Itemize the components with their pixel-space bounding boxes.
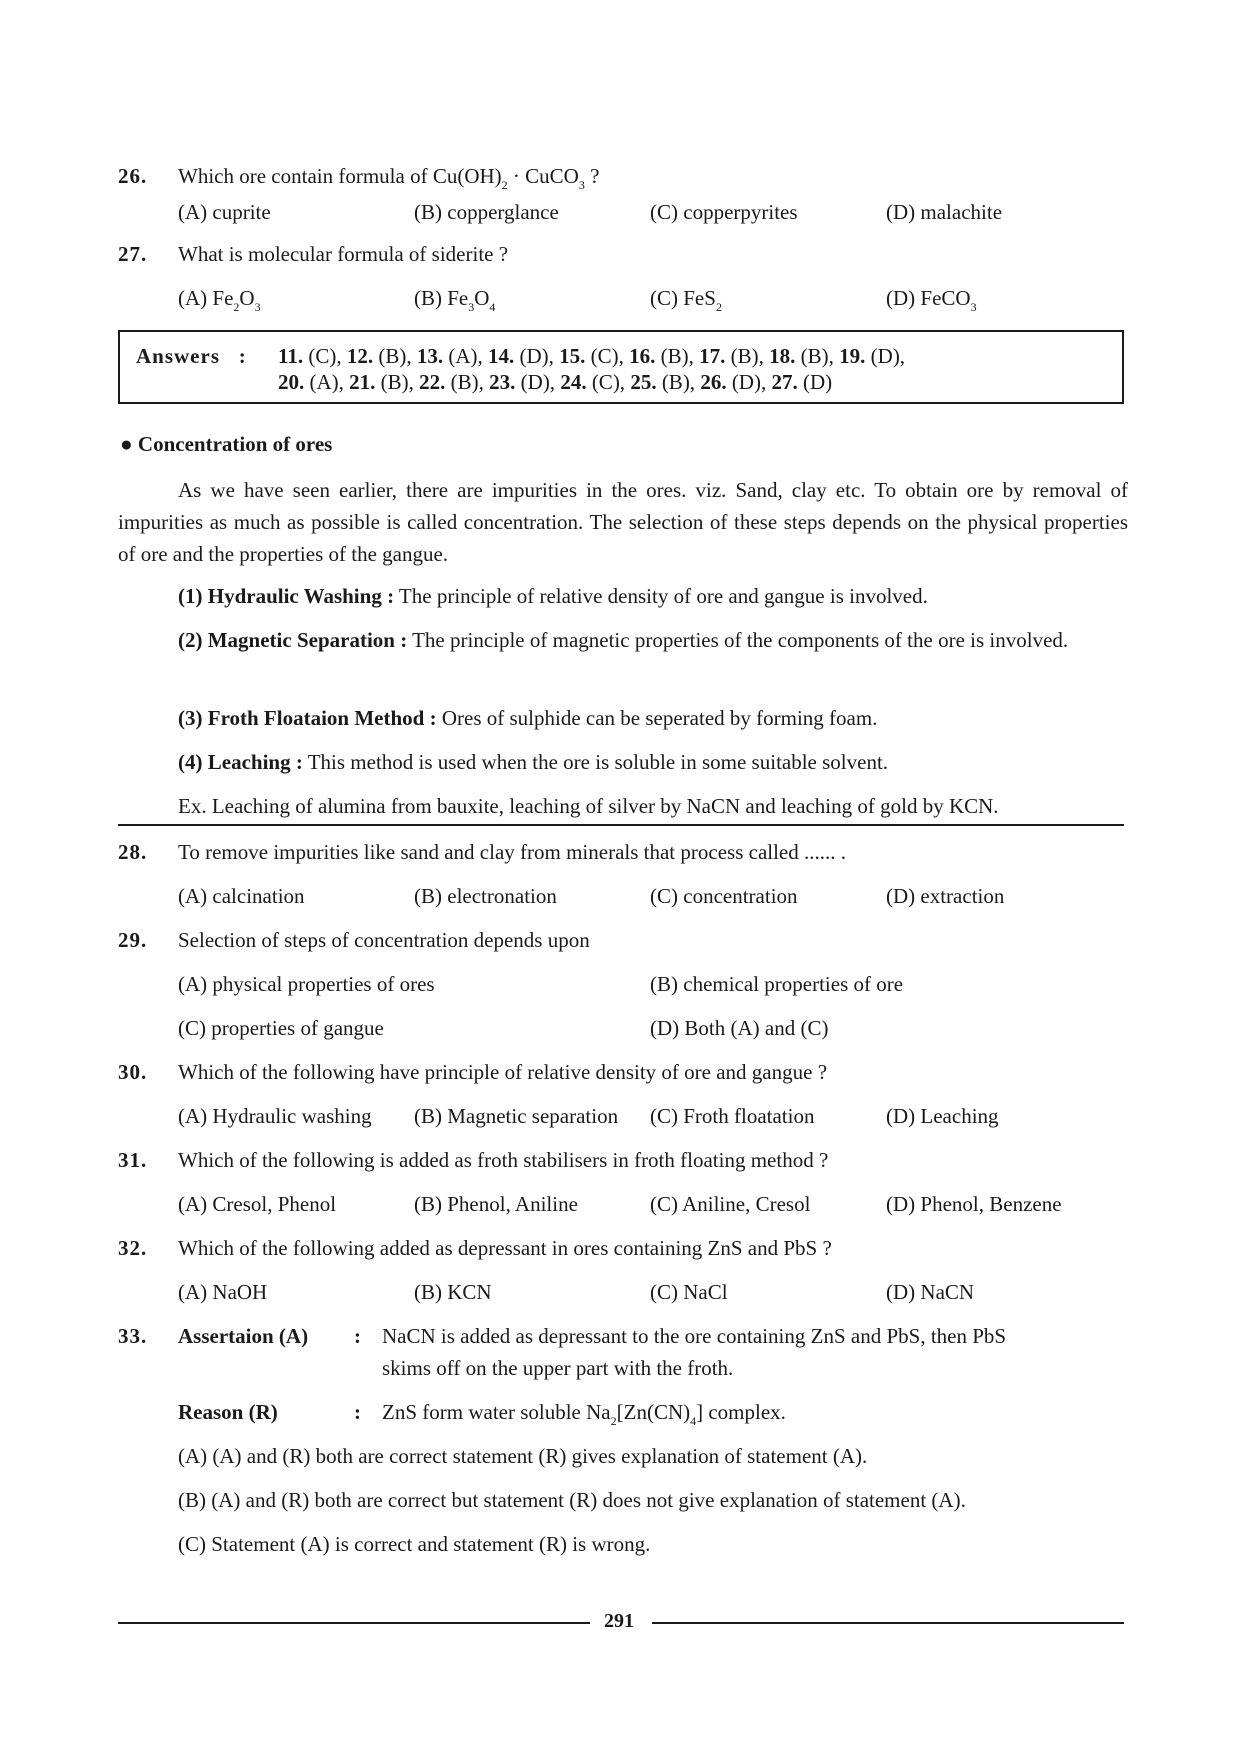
question-number: 26. (118, 164, 148, 188)
leaching-example: Ex. Leaching of alumina from bauxite, leaching of silver by NaCN and leaching of gold by KCN. (178, 794, 999, 818)
answer-qnum: 21. (349, 370, 376, 394)
option-c: (C) NaCl (650, 1280, 728, 1304)
answer-qnum: 18. (769, 344, 796, 368)
assertion-colon: : (354, 1324, 361, 1348)
answer-qnum: 17. (699, 344, 726, 368)
option-d: (D) NaCN (886, 1280, 975, 1304)
answer-choice: (B), (656, 370, 701, 394)
answer-choice: (B), (655, 344, 700, 368)
option-b: (B) (A) and (R) both are correct but statement (R) does not give explanation of statement (A). (178, 1488, 966, 1512)
answer-qnum: 22. (419, 370, 446, 394)
answer-qnum: 26. (700, 370, 727, 394)
option-b: (B) chemical properties of ore (650, 972, 904, 996)
footer-rule-left (118, 1622, 590, 1624)
section-heading: ● Concentration of ores (120, 432, 333, 456)
method-hydraulic: (1) Hydraulic Washing : The principle of relative density of ore and gangue is involved. (178, 584, 928, 608)
question-number: 29. (118, 928, 148, 952)
option-a: (A) NaOH (178, 1280, 268, 1304)
option-a: (A) cuprite (178, 200, 271, 224)
question-text: What is molecular formula of siderite ? (178, 242, 509, 266)
option-d: (D) FeCO$_3$ (886, 286, 977, 314)
answer-qnum: 25. (630, 370, 657, 394)
answer-choice: (C), (586, 370, 631, 394)
option-d: (D) malachite (886, 200, 1003, 224)
answer-choice: (A), (443, 344, 488, 368)
reason-text: ZnS form water soluble $Na_2[Zn(CN)_4]$ complex. (382, 1400, 786, 1428)
page-number: 291 (604, 1610, 634, 1632)
option-c: (C) concentration (650, 884, 798, 908)
answer-qnum: 15. (559, 344, 586, 368)
option-c: (C) FeS$_2$ (650, 286, 722, 314)
assertion-line-2: skims off on the upper part with the froth. (382, 1356, 734, 1380)
answer-choice: (D), (865, 344, 906, 368)
question-text: To remove impurities like sand and clay from minerals that process called ...... . (178, 840, 847, 864)
answer-choice: (D), (726, 370, 772, 394)
answer-choice: (B), (445, 370, 490, 394)
answer-qnum: 20. (278, 370, 305, 394)
option-b: (B) $Fe_3O_4$ (414, 286, 496, 314)
answer-qnum: 24. (560, 370, 587, 394)
option-a: (A) (A) and (R) both are correct statement (R) gives explanation of statement (A). (178, 1444, 868, 1468)
option-b: (B) Phenol, Aniline (414, 1192, 578, 1216)
question-text: Selection of steps of concentration depends upon (178, 928, 590, 952)
option-d: (D) Both (A) and (C) (650, 1016, 829, 1040)
answer-choice: (B), (373, 344, 417, 368)
option-c: (C) Statement (A) is correct and statement (R) is wrong. (178, 1532, 651, 1556)
answer-choice: (B), (725, 344, 770, 368)
answer-qnum: 27. (771, 370, 798, 394)
option-a: (A) $Fe_2O_3$ (178, 286, 261, 314)
option-c: (C) Froth floatation (650, 1104, 815, 1128)
answer-choice: (D) (797, 370, 833, 394)
assertion-line-1: NaCN is added as depressant to the ore containing ZnS and PbS, then PbS (382, 1324, 1007, 1348)
option-b: (B) electronation (414, 884, 557, 908)
answer-choice: (D), (514, 344, 560, 368)
footer-rule-right (652, 1622, 1124, 1624)
question-number: 31. (118, 1148, 148, 1172)
question-number: 32. (118, 1236, 148, 1260)
answer-qnum: 23. (489, 370, 516, 394)
method-magnetic: (2) Magnetic Separation : The principle of magnetic properties of the components of the ore is involved. (178, 628, 1069, 652)
option-a: (A) calcination (178, 884, 305, 908)
answer-choice: (C), (303, 344, 347, 368)
answer-qnum: 12. (346, 344, 374, 368)
question-text: Which of the following added as depressant in ores containing ZnS and PbS ? (178, 1236, 832, 1260)
option-d: (D) extraction (886, 884, 1005, 908)
question-number: 33. (118, 1324, 148, 1348)
answer-qnum: 11. (278, 344, 304, 368)
reason-label: Reason (R) (178, 1400, 278, 1424)
intro-paragraph: As we have seen earlier, there are impurities in the ores. viz. Sand, clay etc. To obtain ore by removal of impurities as much as possible is called concentration. The selection of these steps depends on the physical properties of ore and the properties of the gangue. (118, 478, 1128, 566)
option-c: (C) properties of gangue (178, 1016, 384, 1040)
question-text: Which of the following have principle of relative density of ore and gangue ? (178, 1060, 828, 1084)
question-text: Which ore contain formula of $Cu(OH)_2$ · CuCO$_3$ ? (178, 164, 600, 192)
option-a: (A) Cresol, Phenol (178, 1192, 337, 1216)
assertion-label: Assertaion (A) (178, 1324, 309, 1348)
question-text: Which of the following is added as froth stabilisers in froth floating method ? (178, 1148, 829, 1172)
option-b: (B) KCN (414, 1280, 492, 1304)
method-froth: (3) Froth Floataion Method : Ores of sulphide can be seperated by forming foam. (178, 706, 878, 730)
answer-choice: (D), (515, 370, 561, 394)
answers-line-2 (278, 370, 832, 395)
option-c: (C) copperpyrites (650, 200, 798, 224)
answer-qnum: 19. (839, 344, 866, 368)
option-d: (D) Phenol, Benzene (886, 1192, 1062, 1216)
question-number: 28. (118, 840, 148, 864)
answer-qnum: 16. (629, 344, 656, 368)
section-divider (118, 824, 1124, 826)
reason-colon: : (354, 1400, 361, 1424)
answer-choice: (B), (795, 344, 840, 368)
option-a: (A) Hydraulic washing (178, 1104, 372, 1128)
option-d: (D) Leaching (886, 1104, 999, 1128)
answer-choice: (A), (304, 370, 350, 394)
answer-choice: (C), (585, 344, 630, 368)
option-b: (B) Magnetic separation (414, 1104, 619, 1128)
answer-qnum: 14. (488, 344, 515, 368)
method-leaching: (4) Leaching : This method is used when the ore is soluble in some suitable solvent. (178, 750, 889, 774)
question-number: 30. (118, 1060, 148, 1084)
answers-label: Answers : (136, 344, 247, 368)
option-a: (A) physical properties of ores (178, 972, 435, 996)
answer-qnum: 13. (416, 344, 444, 368)
question-number: 27. (118, 242, 148, 266)
answers-box (118, 330, 1124, 404)
answer-choice: (B), (375, 370, 420, 394)
answers-line-1 (278, 344, 905, 369)
option-b: (B) copperglance (414, 200, 559, 224)
option-c: (C) Aniline, Cresol (650, 1192, 811, 1216)
